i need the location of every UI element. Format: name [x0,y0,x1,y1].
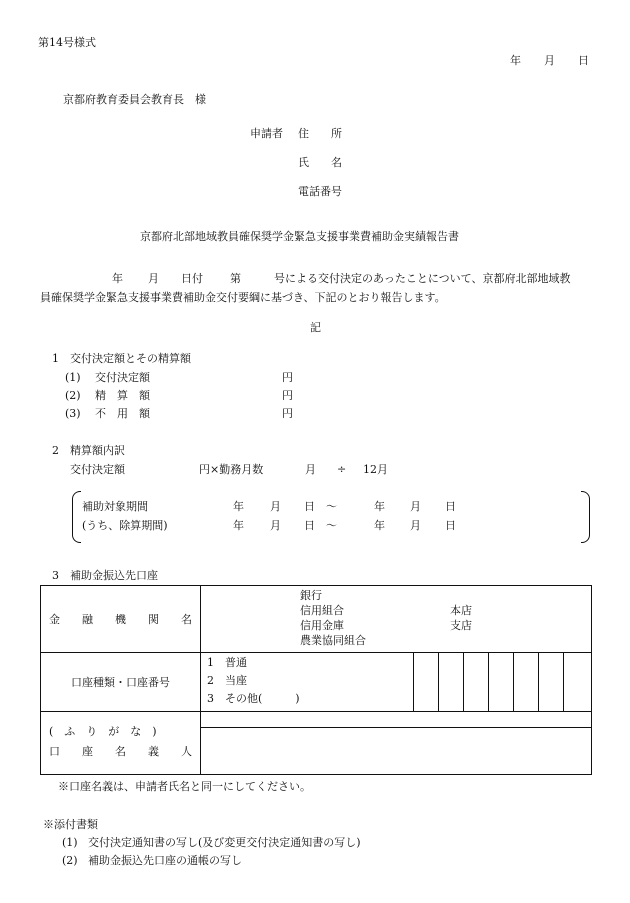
intro-line-2: 員確保奨学金緊急支援事業費補助金交付要綱に基づき、下記のとおり報告します。 [40,291,446,304]
furigana-label: ( ふ り が な ) [49,725,157,738]
period-end-year: 年 [374,500,385,513]
attachments-heading: ※添付書類 [43,818,98,831]
period-start-month: 月 [270,519,281,532]
bank-type-bank: 銀行 [300,589,322,602]
account-label: 口座種類・口座番号 [71,676,170,689]
item-label: 交付決定額 [95,371,150,384]
furigana-cell[interactable] [201,712,592,728]
applicant-label: 申請者 [250,127,283,140]
formula-twelve: 12月 [363,463,388,476]
item-unit: 円 [282,371,293,384]
branch-type-branch: 支店 [450,619,472,632]
holder-label: 口 座 名 義 人 [49,745,192,758]
period-end-day: 日 [445,519,456,532]
name-label: 氏 名 [298,156,342,169]
ki-heading: 記 [310,321,321,334]
item-label: 精 算 額 [95,389,150,402]
account-header [41,653,201,712]
intro-dai: 第 [230,272,241,285]
formula-month: 月 [305,463,316,476]
bank-name-cell[interactable] [201,586,592,653]
attachment-number: (1) [62,836,78,849]
account-type-current: 2 当座 [207,674,247,687]
bank-name-label: 金 融 機 関 名 [49,613,192,626]
attachment-text: 補助金振込先口座の通帳の写し [88,854,242,867]
date-year-label: 年 [510,54,521,67]
formula-yen-times: 円×勤務月数 [199,463,264,476]
attachment-number: (2) [62,854,78,867]
account-digit-box[interactable] [414,653,439,712]
bracket-right [581,491,590,543]
formula-label: 交付決定額 [70,463,125,476]
holder-header [41,712,201,775]
bank-type-credit-union: 信用組合 [300,604,344,617]
account-type-other: 3 その他( ) [207,692,300,705]
period-start-year: 年 [233,519,244,532]
bracket-left [72,491,81,543]
period-start-year: 年 [233,500,244,513]
document-title: 京都府北部地域教員確保奨学金緊急支援事業費補助金実績報告書 [140,230,459,243]
period-start-month: 月 [270,500,281,513]
section3-heading: 3 補助金振込先口座 [52,569,158,582]
account-digit-box[interactable] [439,653,464,712]
addressee: 京都府教育委員会教育長 様 [63,93,206,106]
furigana-row [41,712,592,728]
period-end-year: 年 [374,519,385,532]
period-label: (うち、除算期間) [82,519,168,532]
period-label: 補助対象期間 [82,500,148,513]
intro-month: 月 [148,272,159,285]
formula-divide: ÷ [337,463,347,476]
period-start-day: 日 [304,500,315,513]
account-type-ordinary: 1 普通 [207,656,247,669]
account-digit-box[interactable] [514,653,539,712]
bank-type-shinkin: 信用金庫 [300,619,344,632]
intro-line1-rest: 号による交付決定のあったことについて、京都府北部地域教 [274,272,571,285]
period-end-month: 月 [410,500,421,513]
intro-dated: 日付 [181,272,203,285]
bank-account-table [40,585,592,775]
attachment-text: 交付決定通知書の写し(及び変更交付決定通知書の写し) [88,836,361,849]
section2-heading: 2 精算額内訳 [52,444,125,457]
account-digit-box[interactable] [489,653,514,712]
bank-name-header [41,586,201,653]
date-day-label: 日 [578,54,589,67]
item-number: (1) [65,371,81,384]
account-digit-box[interactable] [564,653,592,712]
form-number: 第14号様式 [38,36,96,49]
item-label: 不 用 額 [95,407,150,420]
account-name-note: ※口座名義は、申請者氏名と同一にしてください。 [58,780,311,793]
account-digit-box[interactable] [539,653,564,712]
branch-type-head: 本店 [450,604,472,617]
period-end-day: 日 [445,500,456,513]
intro-year: 年 [112,272,123,285]
bank-name-row [41,586,592,653]
item-unit: 円 [282,407,293,420]
phone-label: 電話番号 [298,185,342,198]
account-digit-box[interactable] [464,653,489,712]
account-type-cell[interactable] [201,653,414,712]
holder-name-cell[interactable] [201,728,592,775]
period-start-day: 日 [304,519,315,532]
item-number: (2) [65,389,81,402]
item-unit: 円 [282,389,293,402]
date-month-label: 月 [544,54,555,67]
item-number: (3) [65,407,81,420]
bank-type-agri-coop: 農業協同組合 [300,634,366,647]
account-row [41,653,592,712]
period-tilde: ～ [326,519,337,532]
section1-heading: 1 交付決定額とその精算額 [52,352,191,365]
period-end-month: 月 [410,519,421,532]
period-tilde: ～ [326,500,337,513]
address-label: 住 所 [298,127,342,140]
